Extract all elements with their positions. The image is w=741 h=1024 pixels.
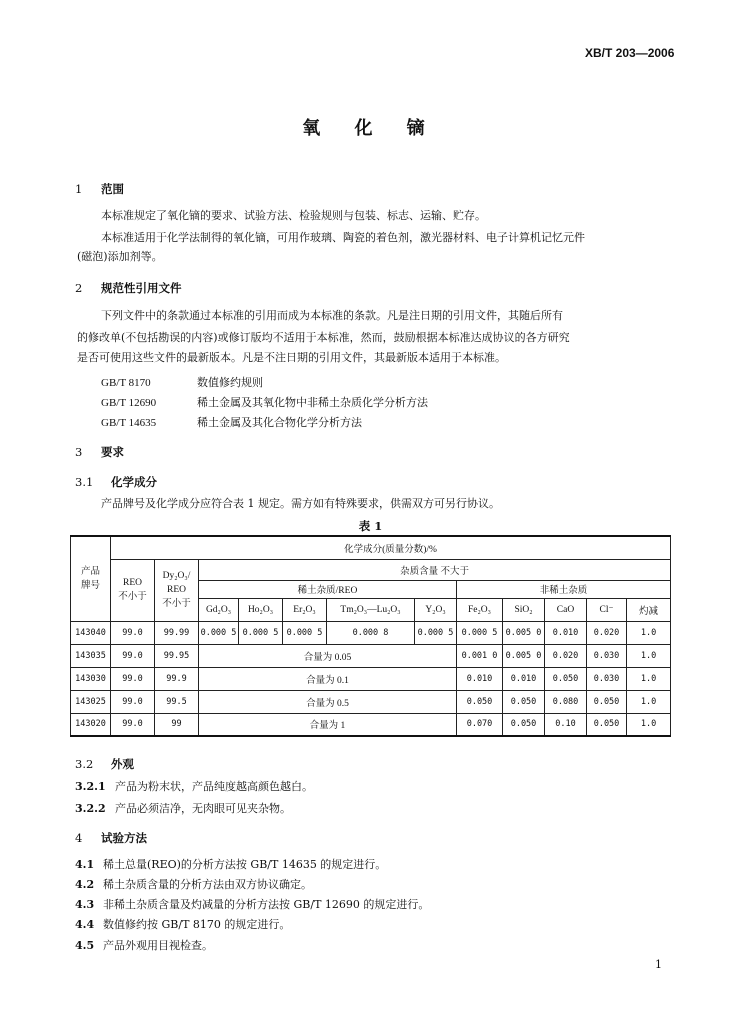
clause-number: 4.4 [75, 918, 95, 931]
reference-code: GB/T 14635 [101, 417, 157, 429]
cell-sio2: 0.005 0 [503, 644, 545, 667]
header-impurity-content: 杂质含量 不大于 [199, 559, 671, 580]
cell-grade: 143020 [71, 713, 111, 736]
cell-gd2o3: 0.000 5 [199, 621, 239, 644]
page-number: 1 [655, 958, 662, 971]
section-title: 范围 [101, 182, 124, 196]
header-text: REO [123, 578, 142, 588]
cell-cao: 0.010 [545, 621, 587, 644]
header-chemical-composition: 化学成分(质量分数)/% [111, 536, 671, 559]
column-header: Ho₂O₃ [239, 598, 283, 621]
header-text: 不小于 [162, 599, 191, 609]
cell-reo: 99.0 [111, 644, 155, 667]
column-header: Gd₂O₃ [199, 598, 239, 621]
header-non-rare-earth-impurity: 非稀土杂质 [457, 580, 671, 598]
clause-text: 数值修约按 GB/T 8170 的规定进行。 [103, 918, 291, 931]
cell-cl: 0.030 [587, 644, 627, 667]
cell-reo: 99.0 [111, 667, 155, 690]
cell-sio2: 0.050 [503, 713, 545, 736]
cell-re-impurity-total: 合量为 0.05 [199, 644, 457, 667]
cell-fe2o3: 0.001 0 [457, 644, 503, 667]
clause-number: 4.5 [75, 939, 95, 952]
cell-cl: 0.030 [587, 667, 627, 690]
cell-loss: 1.0 [627, 621, 671, 644]
header-text: 不小于 [118, 592, 147, 602]
clause-number: 3.2.2 [75, 802, 106, 815]
clause-4-1 [75, 856, 386, 872]
cell-fe2o3: 0.000 5 [457, 621, 503, 644]
clause-3-2-2 [75, 800, 291, 816]
cell-cao: 0.050 [545, 667, 587, 690]
header-text: 牌号 [80, 580, 100, 591]
section-number: 4 [75, 831, 83, 845]
header-reo [111, 559, 155, 621]
section-4-heading [75, 830, 147, 846]
cell-ho2o3: 0.000 5 [239, 621, 283, 644]
table-header-row [71, 536, 671, 559]
section-number: 3 [75, 445, 83, 459]
section-3-2-heading [75, 756, 134, 772]
cell-fe2o3: 0.070 [457, 713, 503, 736]
cell-grade: 143025 [71, 690, 111, 713]
clause-4-3 [75, 896, 429, 912]
table-row [71, 713, 671, 736]
section-1-paragraph-2-line-1: 本标准适用于化学法制得的氧化镝，可用作玻璃、陶瓷的着色剂，激光器材料、电子计算机记忆元件 [101, 231, 585, 244]
header-rare-earth-impurity: 稀土杂质/REO [199, 580, 457, 598]
section-2-paragraph-line-1: 下列文件中的条款通过本标准的引用而成为本标准的条款。凡是注日期的引用文件，其随后所有 [101, 309, 563, 322]
header-product-grade [71, 536, 111, 621]
cell-cl: 0.050 [587, 713, 627, 736]
reference-name: 稀土金属及其化合物化学分析方法 [197, 416, 362, 429]
reference-name: 数值修约规则 [197, 376, 263, 389]
section-title: 要求 [101, 445, 124, 459]
reference-name: 稀土金属及其氧化物中非稀土杂质化学分析方法 [197, 396, 428, 409]
table-header-row [71, 559, 671, 580]
cell-cl: 0.020 [587, 621, 627, 644]
column-header: Y₂O₃ [415, 598, 457, 621]
table-row [71, 644, 671, 667]
clause-4-4 [75, 916, 290, 932]
section-3-heading [75, 444, 124, 460]
cell-tm2o3-lu2o3: 0.000 8 [327, 621, 415, 644]
clause-4-2 [75, 876, 312, 892]
section-number: 1 [75, 182, 83, 196]
cell-ratio: 99.99 [155, 621, 199, 644]
cell-fe2o3: 0.010 [457, 667, 503, 690]
clause-number: 4.2 [75, 878, 95, 891]
section-1-heading [75, 181, 124, 197]
clause-4-5 [75, 937, 213, 953]
column-header: Cl⁻ [587, 598, 627, 621]
cell-loss: 1.0 [627, 713, 671, 736]
reference-code: GB/T 12690 [101, 397, 157, 409]
clause-text: 产品必须洁净，无肉眼可见夹杂物。 [115, 802, 291, 815]
clause-text: 稀土总量(REO)的分析方法按 GB/T 14635 的规定进行。 [103, 858, 387, 871]
section-title: 规范性引用文件 [101, 281, 182, 295]
cell-reo: 99.0 [111, 621, 155, 644]
column-header: CaO [545, 598, 587, 621]
cell-loss: 1.0 [627, 690, 671, 713]
clause-number: 4.1 [75, 858, 95, 871]
section-title: 化学成分 [111, 475, 157, 489]
table-caption: 表 1 [358, 519, 383, 533]
column-header: Er₂O₃ [283, 598, 327, 621]
header-dy2o3-reo [155, 559, 199, 621]
section-3-1-paragraph: 产品牌号及化学成分应符合表 1 规定。需方如有特殊要求，供需双方可另行协议。 [101, 497, 500, 510]
clause-text: 稀土杂质含量的分析方法由双方协议确定。 [103, 878, 312, 891]
normative-reference [101, 394, 428, 410]
cell-loss: 1.0 [627, 667, 671, 690]
cell-grade: 143035 [71, 644, 111, 667]
column-header: Tm₂O₃—Lu₂O₃ [327, 598, 415, 621]
section-1-paragraph-2-line-2: (磁泡)添加剂等。 [77, 250, 163, 263]
column-header: 灼减 [627, 598, 671, 621]
cell-loss: 1.0 [627, 644, 671, 667]
cell-sio2: 0.010 [503, 667, 545, 690]
header-text: 产品 [80, 566, 100, 577]
section-number: 2 [75, 281, 83, 295]
cell-ratio: 99 [155, 713, 199, 736]
clause-3-2-1 [75, 778, 313, 794]
cell-cao: 0.10 [545, 713, 587, 736]
column-header: SiO₂ [503, 598, 545, 621]
table-row [71, 690, 671, 713]
cell-cl: 0.050 [587, 690, 627, 713]
header-text: REO [167, 585, 186, 595]
section-2-paragraph-line-2: 的修改单(不包括勘误的内容)或修订版均不适用于本标准，然而，鼓励根据本标准达成协议的各方研究 [77, 331, 570, 344]
cell-re-impurity-total: 合量为 0.5 [199, 690, 457, 713]
cell-cao: 0.080 [545, 690, 587, 713]
cell-sio2: 0.005 0 [503, 621, 545, 644]
clause-number: 4.3 [75, 898, 95, 911]
table-row [71, 621, 671, 644]
clause-text: 产品外观用目视检查。 [103, 939, 213, 952]
clause-number: 3.2.1 [75, 780, 106, 793]
cell-reo: 99.0 [111, 690, 155, 713]
cell-grade: 143040 [71, 621, 111, 644]
cell-sio2: 0.050 [503, 690, 545, 713]
normative-reference [101, 414, 362, 430]
document-title: 氧 化 镝 [302, 118, 439, 139]
normative-reference [101, 374, 263, 390]
section-number: 3.1 [75, 475, 94, 489]
table-row [71, 667, 671, 690]
section-title: 外观 [111, 757, 134, 771]
clause-text: 产品为粉末状，产品纯度越高颜色越白。 [115, 780, 313, 793]
section-1-paragraph-1: 本标准规定了氧化镝的要求、试验方法、检验规则与包装、标志、运输、贮存。 [101, 209, 486, 222]
cell-re-impurity-total: 合量为 0.1 [199, 667, 457, 690]
section-3-1-heading [75, 474, 157, 490]
cell-ratio: 99.5 [155, 690, 199, 713]
cell-cao: 0.020 [545, 644, 587, 667]
cell-y2o3: 0.000 5 [415, 621, 457, 644]
clause-text: 非稀土杂质含量及灼减量的分析方法按 GB/T 12690 的规定进行。 [103, 898, 430, 911]
standard-code: XB/T 203—2006 [585, 46, 675, 60]
cell-ratio: 99.9 [155, 667, 199, 690]
section-2-paragraph-line-3: 是否可使用这些文件的最新版本。凡是不注日期的引用文件，其最新版本适用于本标准。 [77, 351, 506, 364]
section-2-heading [75, 280, 182, 296]
reference-code: GB/T 8170 [101, 377, 151, 389]
cell-fe2o3: 0.050 [457, 690, 503, 713]
cell-ratio: 99.95 [155, 644, 199, 667]
section-title: 试验方法 [101, 831, 147, 845]
chemical-composition-table [70, 535, 671, 737]
cell-grade: 143030 [71, 667, 111, 690]
cell-er2o3: 0.000 5 [283, 621, 327, 644]
cell-re-impurity-total: 合量为 1 [199, 713, 457, 736]
column-header: Fe₂O₃ [457, 598, 503, 621]
cell-reo: 99.0 [111, 713, 155, 736]
section-number: 3.2 [75, 757, 94, 771]
header-text: Dy₂O₃/ [162, 571, 191, 581]
